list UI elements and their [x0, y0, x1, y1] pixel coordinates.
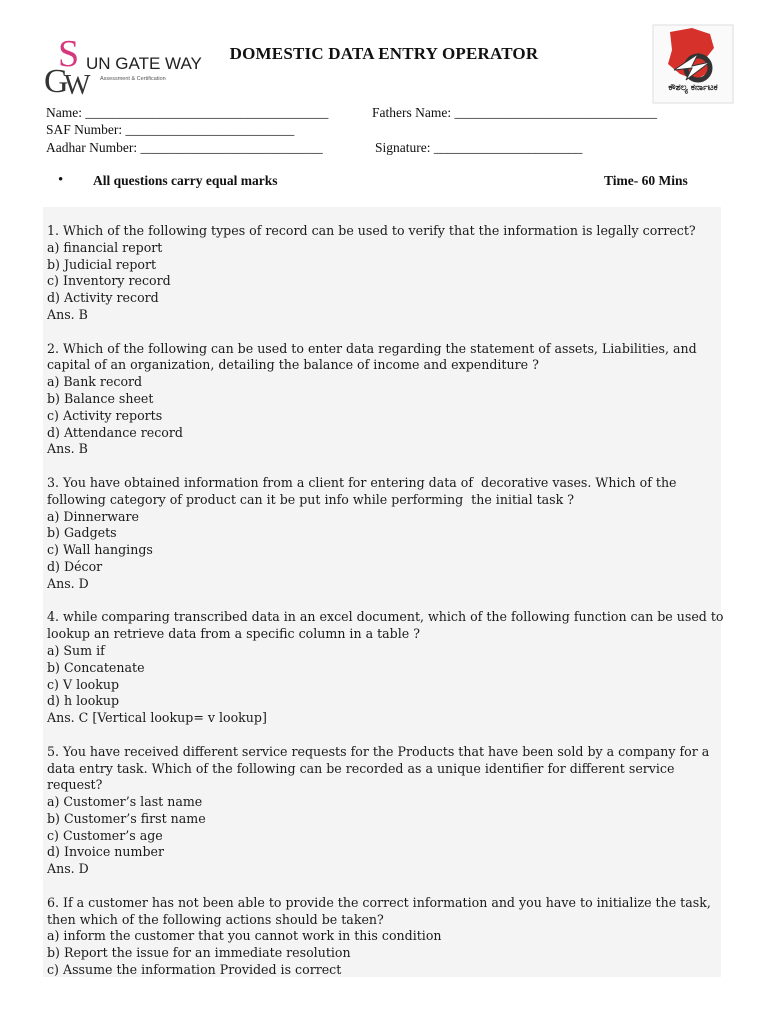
answer-option: b) Report the issue for an immediate resolution [47, 945, 351, 961]
question-text: 3. You have obtained information from a client for entering data of decorative vases. Which of the following category of product can it be put info while performing the initial task ? [47, 474, 681, 507]
answer-option: d) Invoice number [47, 844, 164, 860]
answer-option: c) Inventory record [47, 273, 171, 289]
answer-key: Ans. B [47, 441, 88, 457]
answer-option: a) Bank record [47, 374, 143, 390]
answer-option: d) Décor [47, 558, 103, 574]
answer-option: a) Customer’s last name [47, 794, 203, 810]
time-limit: Time- 60 Mins [604, 173, 688, 188]
brand-text: UN GATE WAY [86, 54, 202, 73]
question-block [47, 341, 727, 459]
question-text: 6. If a customer has not been able to provide the correct information and you have to initialize the task, then which of the following actions should be taken? [47, 894, 715, 927]
document-title: DOMESTIC DATA ENTRY OPERATOR [229, 44, 539, 63]
answer-key: Ans. C [Vertical lookup= v lookup] [47, 710, 267, 726]
answer-option: b) Judicial report [47, 256, 157, 272]
answer-option: b) Customer’s first name [47, 810, 206, 826]
right-logo-text: ಕೌಶಲ್ಯ ಕರ್ನಾಟಕ [668, 83, 718, 93]
answer-key: Ans. D [47, 861, 89, 877]
answer-option: c) Assume the information Provided is correct [47, 962, 342, 978]
questions-list [47, 223, 727, 996]
question-text: 1. Which of the following types of record can be used to verify that the information is legally correct? [47, 223, 696, 238]
question-text: 5. You have received different service requests for the Products that have been sold by a company for a data entry task. Which of the following can be recorded as a unique identifier for different service request? [47, 743, 714, 793]
signature-field[interactable]: Signature: ______________________ [375, 140, 583, 155]
brand-tagline: Assessment & Certification [100, 76, 166, 82]
question-block [47, 895, 727, 979]
svg-text:W: W [64, 70, 91, 96]
answer-key: Ans. D [47, 575, 89, 591]
answer-option: c) Activity reports [47, 407, 163, 423]
answer-option: a) financial report [47, 239, 163, 255]
answer-option: b) Concatenate [47, 659, 145, 675]
answer-option: c) Wall hangings [47, 542, 153, 558]
answer-option: d) Activity record [47, 290, 159, 306]
question-block [47, 223, 727, 324]
saf-number-field[interactable]: SAF Number: _________________________ [46, 122, 295, 137]
aadhar-number-field[interactable]: Aadhar Number: ___________________________ [46, 140, 323, 155]
answer-option: a) Dinnerware [47, 508, 140, 524]
answer-option: c) V lookup [47, 676, 120, 692]
question-text: 2. Which of the following can be used to enter data regarding the statement of assets, Liabilities, and capital of an organization, detailing the balance of income and expenditure ? [47, 340, 701, 373]
svg-text:S: S [58, 36, 80, 75]
name-field[interactable]: Name: ____________________________________ [46, 105, 329, 120]
svg-text:G: G [44, 63, 69, 96]
question-block [47, 475, 727, 593]
equal-marks-note: All questions carry equal marks [93, 173, 278, 188]
answer-option: b) Gadgets [47, 525, 117, 541]
fathers-name-field[interactable]: Fathers Name: ______________________________ [372, 105, 657, 120]
question-text: 4. while comparing transcribed data in an excel document, which of the following function can be used to lookup an retrieve data from a specific column in a table ? [47, 609, 728, 642]
answer-option: d) Attendance record [47, 424, 183, 440]
answer-option: b) Balance sheet [47, 390, 154, 406]
answer-option: d) h lookup [47, 693, 120, 709]
answer-option: c) Customer’s age [47, 827, 163, 843]
answer-option: a) inform the customer that you cannot work in this condition [47, 928, 442, 944]
kaushalya-karnataka-logo [652, 24, 734, 104]
answer-key: Ans. B [47, 306, 88, 322]
answer-option: a) Sum if [47, 642, 105, 658]
question-block [47, 609, 727, 727]
question-block [47, 744, 727, 878]
bullet-icon: • [58, 172, 64, 188]
